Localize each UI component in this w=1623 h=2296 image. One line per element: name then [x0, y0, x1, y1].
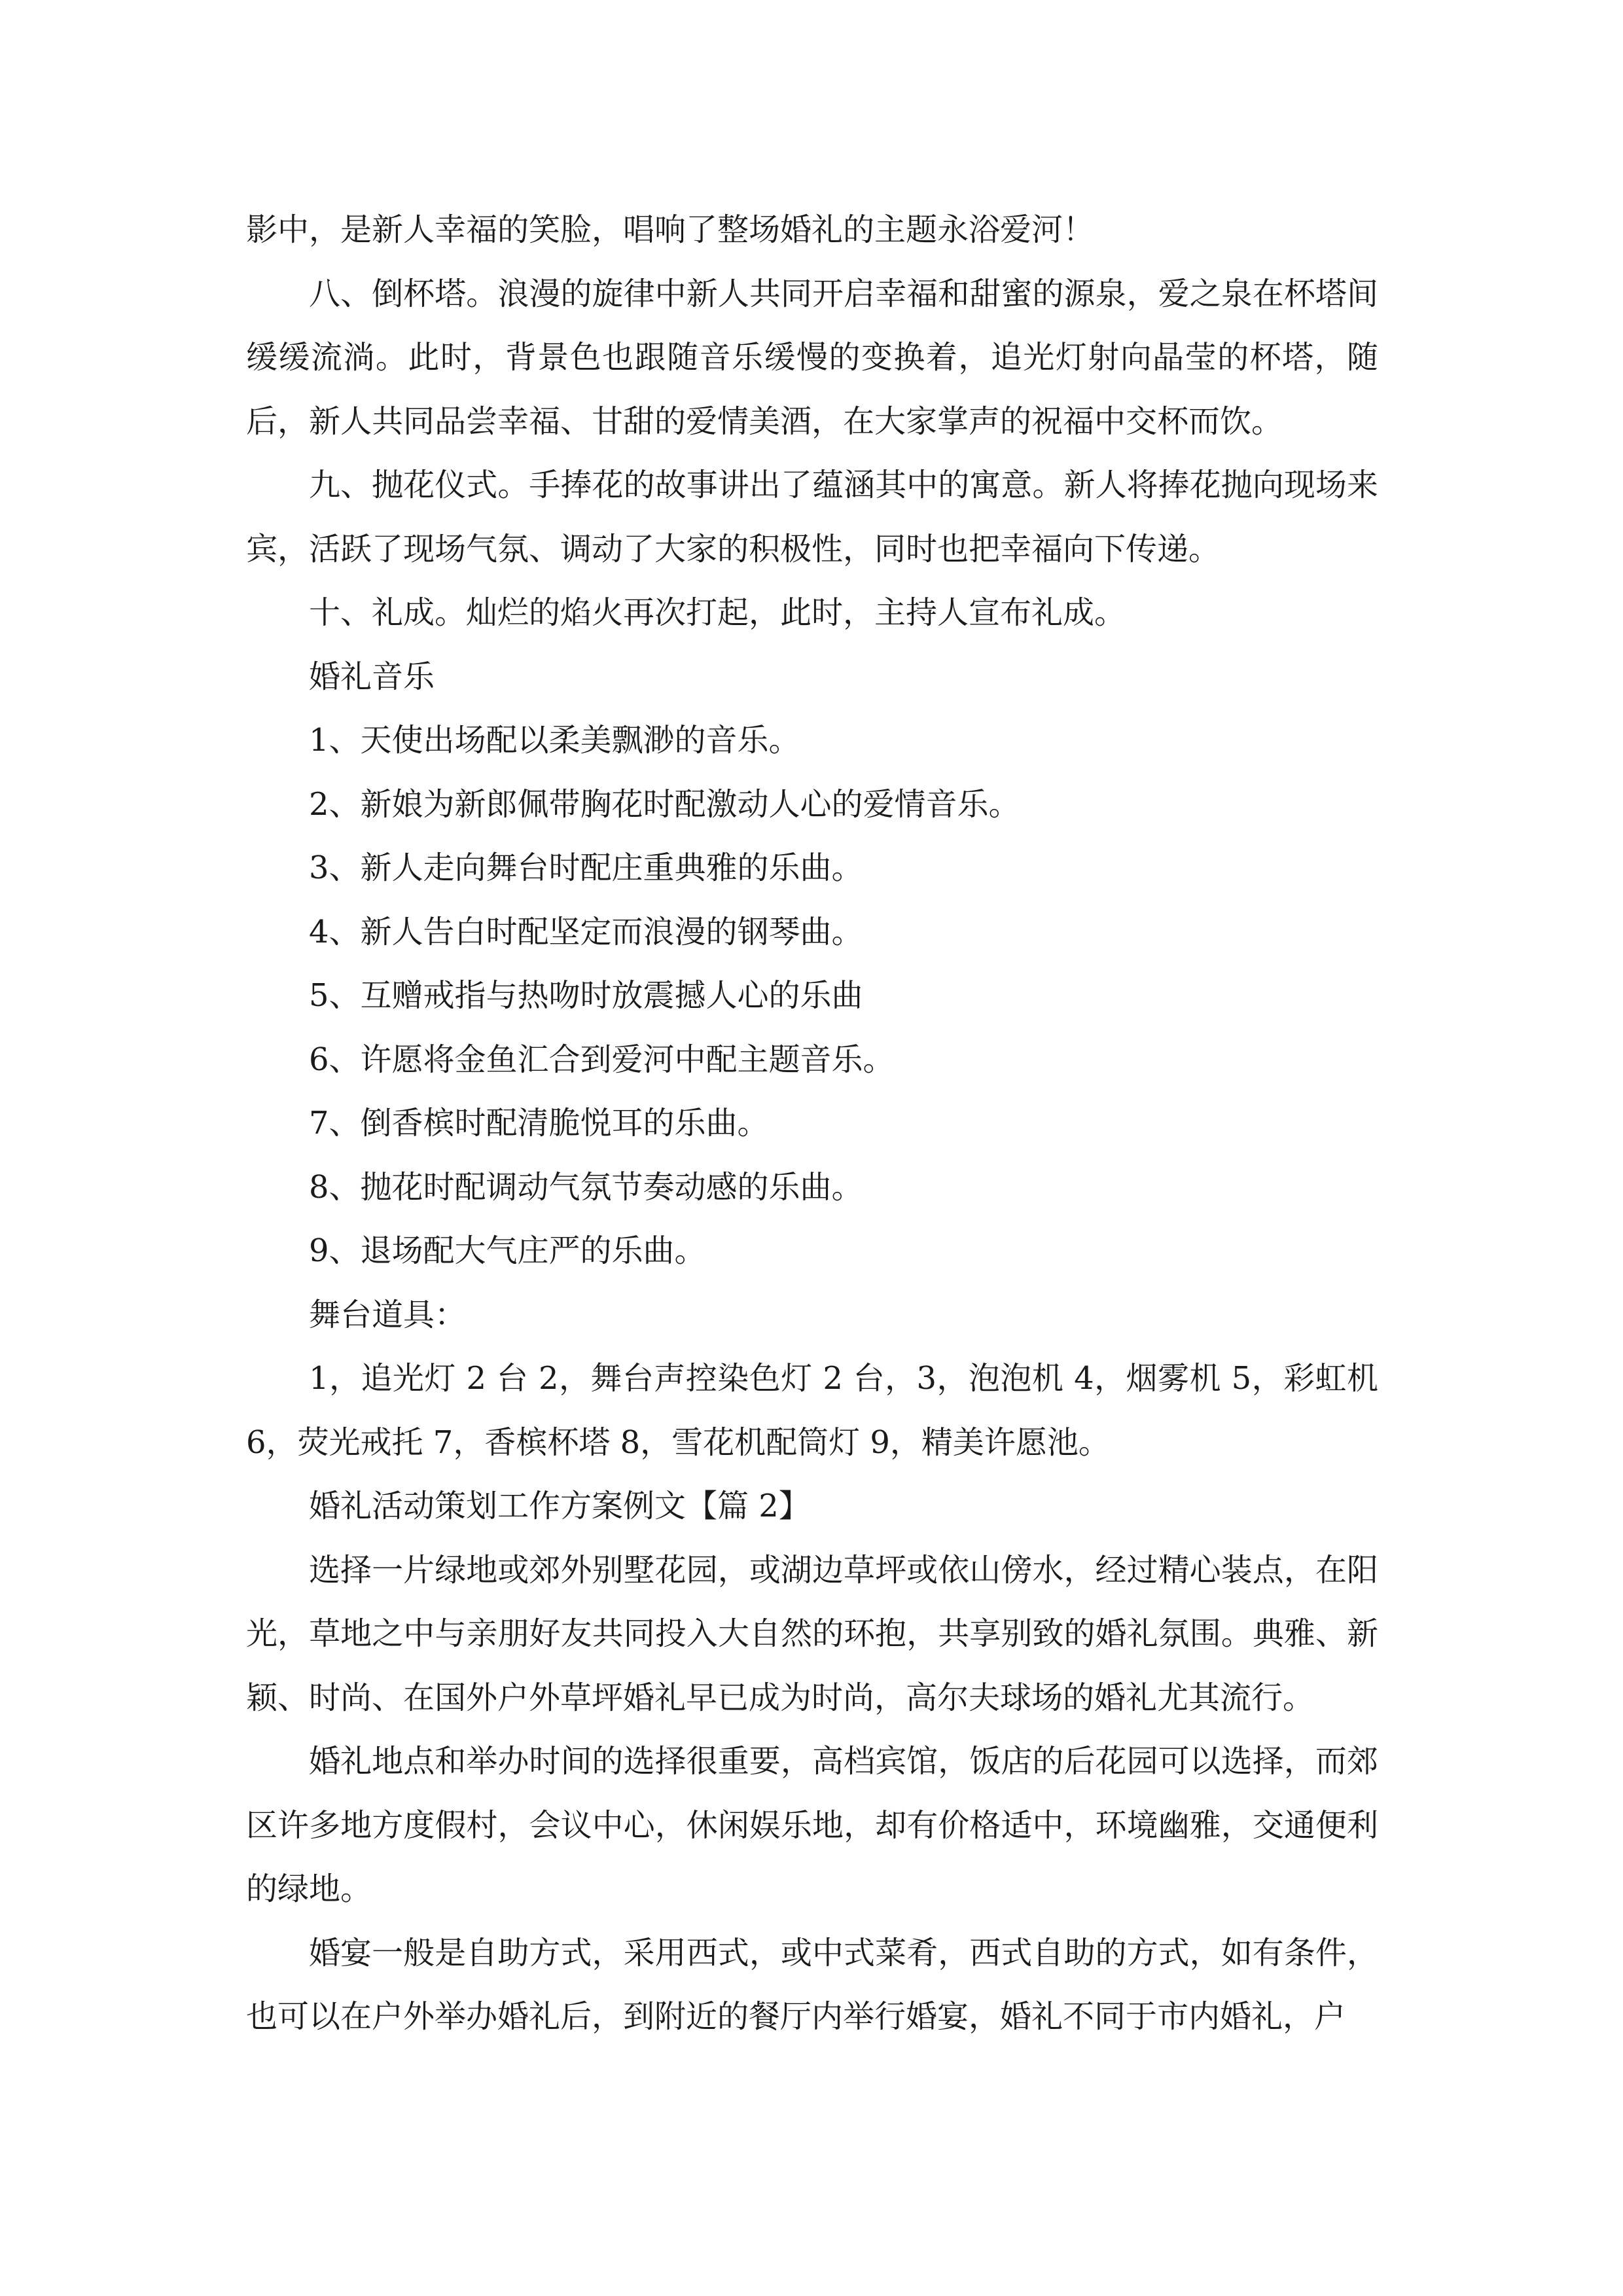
paragraph-continued: 影中，是新人幸福的笑脸，唱响了整场婚礼的主题永浴爱河！ [246, 211, 1095, 248]
music-list-item: 2、新娘为新郎佩带胸花时配激动人心的爱情音乐。 [309, 785, 1020, 823]
music-list-item: 1、天使出场配以柔美飘渺的音乐。 [309, 722, 800, 759]
section-heading-music: 婚礼音乐 [309, 658, 435, 695]
paragraph-ceremony-complete: 十、礼成。灿烂的焰火再次打起，此时，主持人宣布礼成。 [309, 594, 1126, 631]
paragraph-venue-choice: 选择一片绿地或郊外别墅花园，或湖边草坪或依山傍水，经过精心装点，在阳光，草地之中与亲朋好友共同投入大自然的环抱，共享别致的婚礼氛围。典雅、新颖、时尚、在国外户外草坪婚礼早已成为时尚，高尔夫球场的婚礼尤其流行。 [246, 1551, 1378, 1716]
paragraph-banquet: 婚宴一般是自助方式，采用西式，或中式菜肴，西式自助的方式，如有条件，也可以在户外举办婚礼后，到附近的餐厅内举行婚宴，婚礼不同于市内婚礼，户 [246, 1934, 1378, 2035]
paragraph-pour-tower: 八、倒杯塔。浪漫的旋律中新人共同开启幸福和甜蜜的源泉，爱之泉在杯塔间缓缓流淌。此时，背景色也跟随音乐缓慢的变换着，追光灯射向晶莹的杯塔，随后，新人共同品尝幸福、甘甜的爱情美酒，在大家掌声的祝福中交杯而饮。 [246, 275, 1378, 440]
music-list-item: 8、抛花时配调动气氛节奏动感的乐曲。 [309, 1168, 863, 1206]
document-body [246, 198, 1378, 2049]
paragraph-location-time: 婚礼地点和举办时间的选择很重要，高档宾馆，饭店的后花园可以选择，而郊区许多地方度假村，会议中心，休闲娱乐地，却有价格适中，环境幽雅，交通便利的绿地。 [246, 1743, 1378, 1907]
section-heading-part2: 婚礼活动策划工作方案例文【篇 2】 [309, 1488, 810, 1524]
music-list-item: 9、退场配大气庄严的乐曲。 [309, 1232, 706, 1269]
paragraph-bouquet-toss: 九、抛花仪式。手捧花的故事讲出了蕴涵其中的寓意。新人将捧花抛向现场来宾，活跃了现场气氛、调动了大家的积极性，同时也把幸福向下传递。 [246, 467, 1378, 567]
music-list-item: 6、许愿将金鱼汇合到爱河中配主题音乐。 [309, 1041, 895, 1078]
music-list-item: 4、新人告白时配坚定而浪漫的钢琴曲。 [309, 913, 863, 950]
section-heading-props: 舞台道具： [309, 1296, 467, 1333]
music-list-item: 7、倒香槟时配清脆悦耳的乐曲。 [309, 1105, 769, 1141]
music-list-item: 3、新人走向舞台时配庄重典雅的乐曲。 [309, 850, 863, 886]
music-list-item: 5、互赠戒指与热吻时放震撼人心的乐曲 [309, 977, 863, 1014]
paragraph-props-list: 1，追光灯 2 台 2，舞台声控染色灯 2 台，3，泡泡机 4，烟雾机 5，彩虹机6，荧光戒托 7，香槟杯塔 8，雪花机配筒灯 9，精美许愿池。 [246, 1360, 1378, 1461]
